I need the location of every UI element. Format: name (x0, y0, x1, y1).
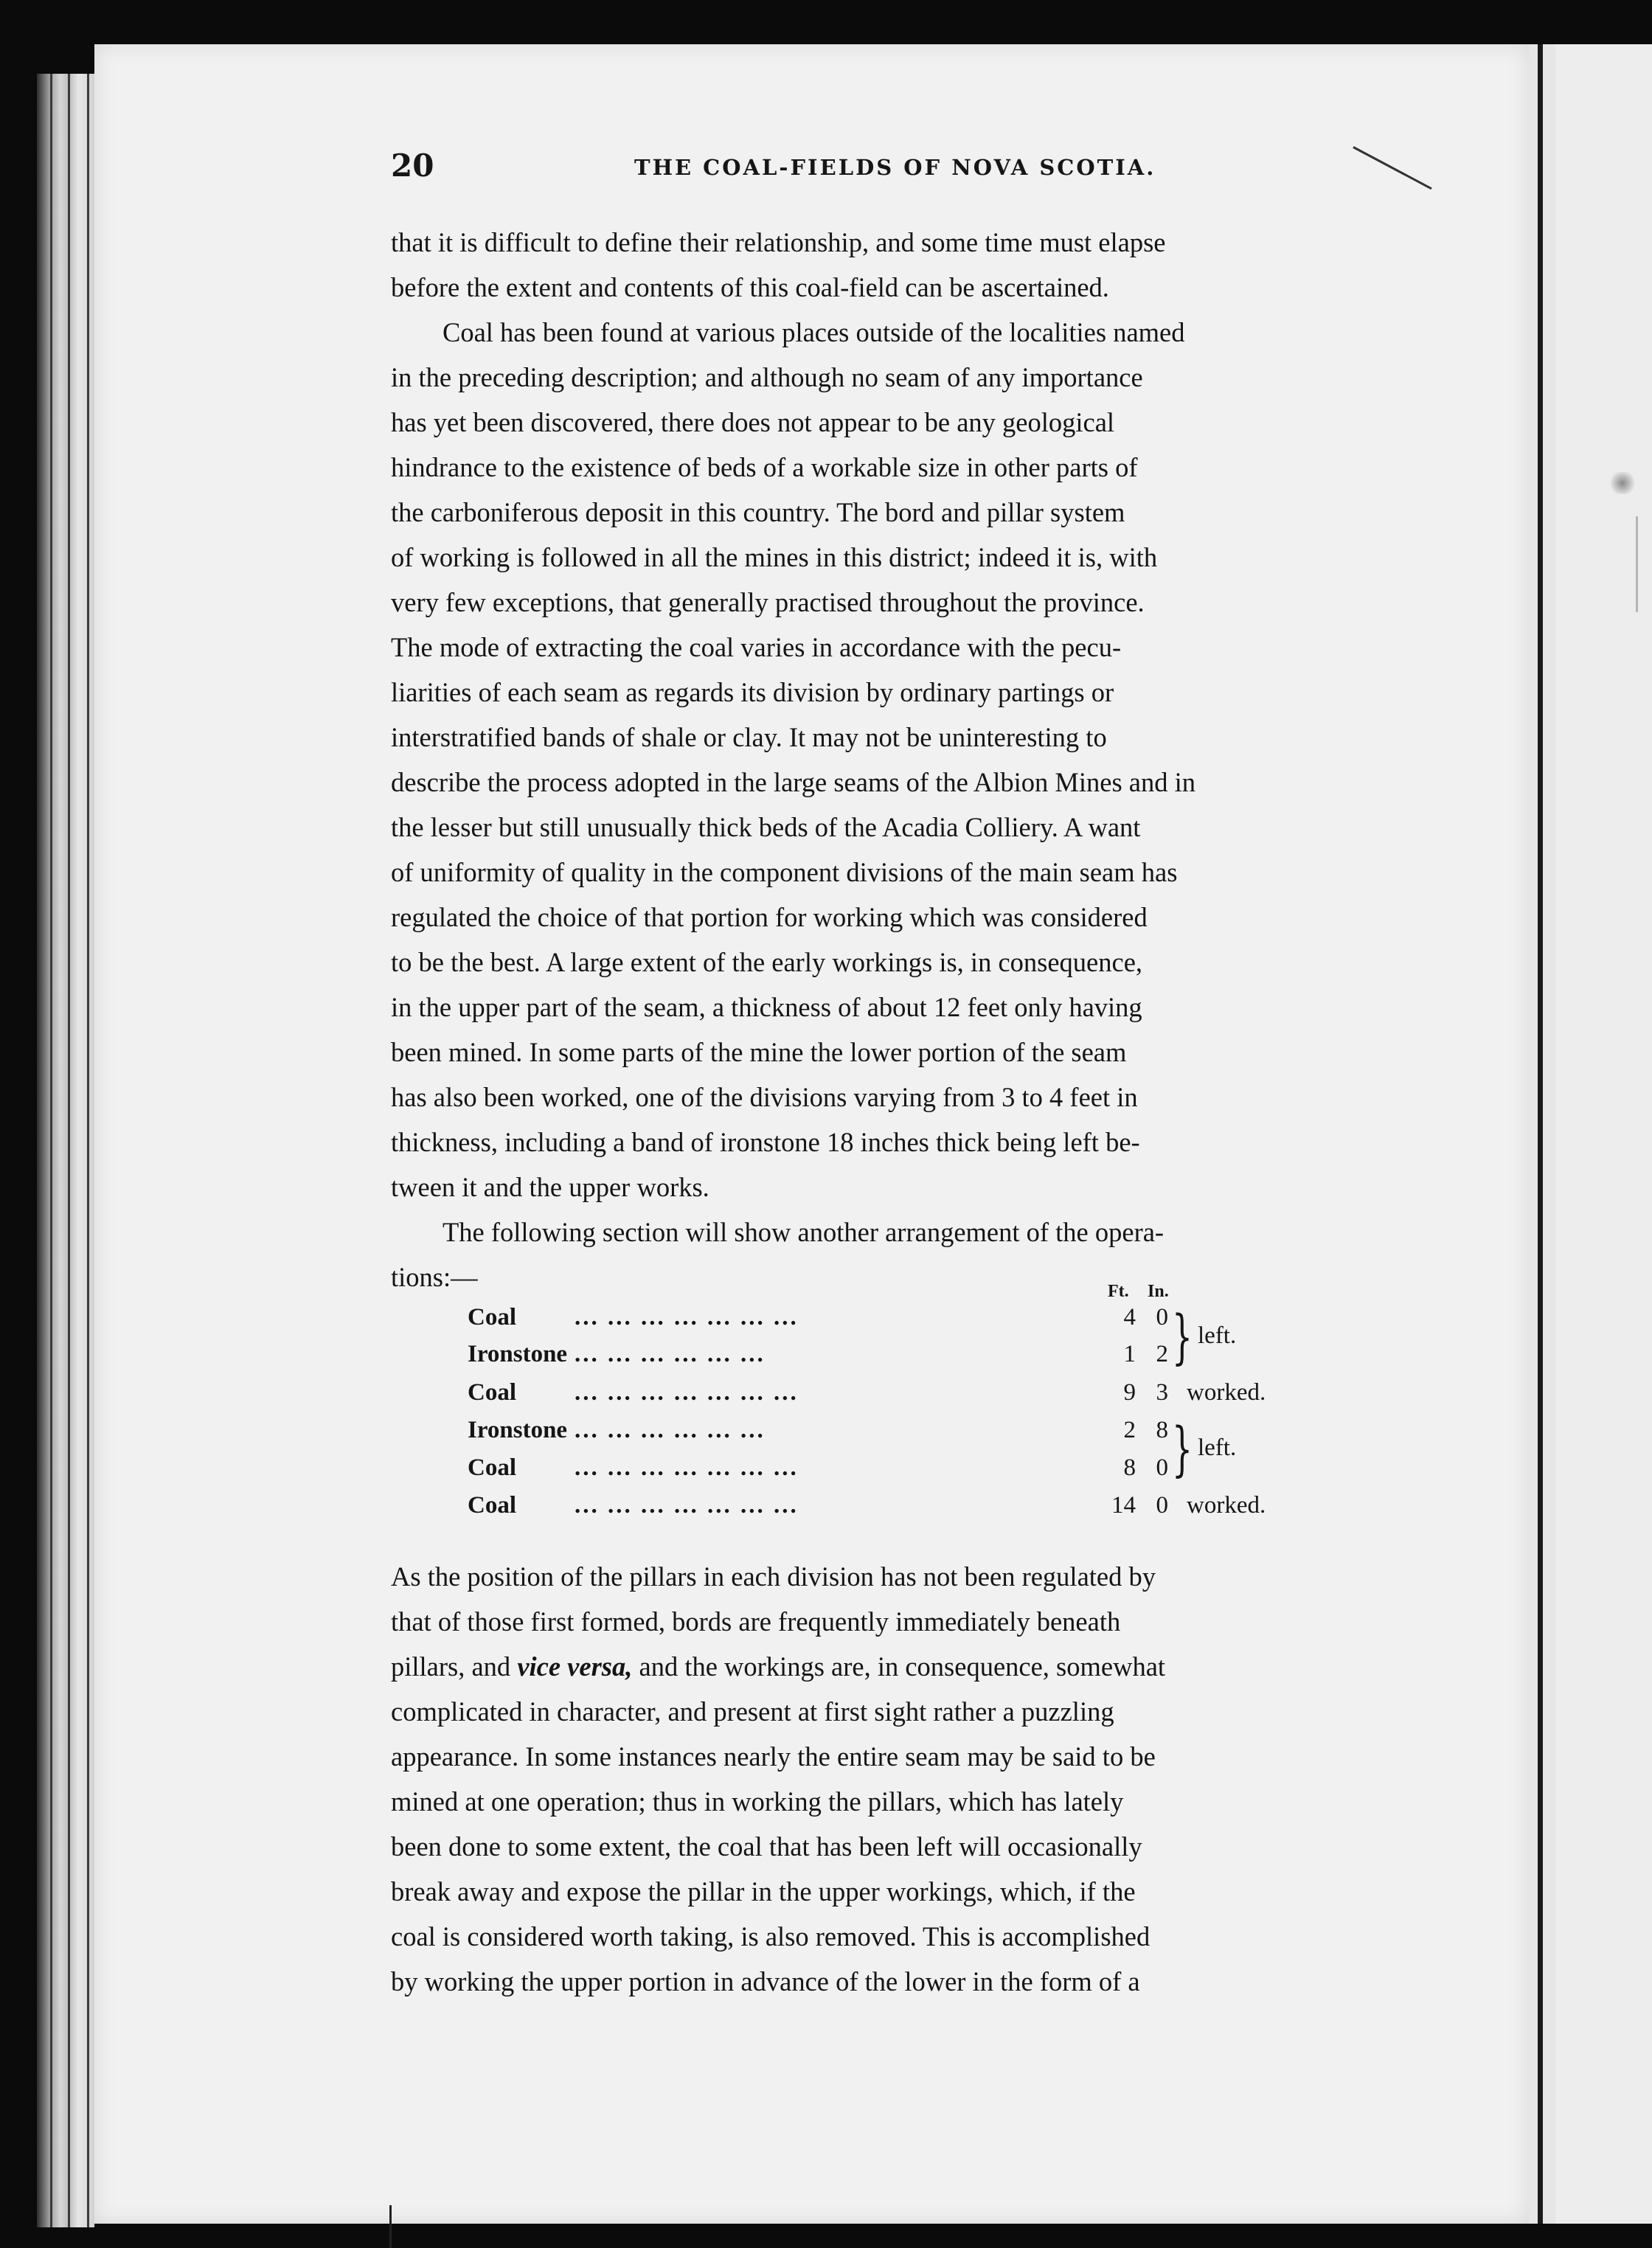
text-line: been done to some extent, the coal that has been left will occasionally (391, 1831, 1142, 1862)
stratum-name: Coal (468, 1379, 516, 1406)
page-edge-line (68, 74, 70, 2227)
ink-stain-line (1636, 516, 1638, 612)
text-line: has yet been discovered, there does not appear to be any geological (391, 407, 1115, 437)
thickness-inches: 0 (1156, 1492, 1168, 1519)
working-note: worked. (1187, 1492, 1266, 1519)
leader-dots: ... ... ... ... ... ... ... (575, 1492, 799, 1519)
text-line: appearance. In some instances nearly the entire seam may be said to be (391, 1741, 1156, 1772)
leader-dots: ... ... ... ... ... ... (575, 1341, 766, 1367)
ink-stain (1608, 472, 1637, 494)
thickness-inches: 2 (1156, 1341, 1168, 1367)
stratum-name: Coal (468, 1304, 516, 1331)
paragraph-2 (391, 310, 1372, 1210)
text-line: to be the best. A large extent of the early workings is, in consequence, (391, 947, 1143, 977)
text-line: break away and expose the pillar in the upper workings, which, if the (391, 1876, 1136, 1907)
stratum-name: Ironstone (468, 1341, 568, 1367)
text-line: been mined. In some parts of the mine the lower portion of the seam (391, 1037, 1127, 1067)
text-line: very few exceptions, that generally practised throughout the province. (391, 587, 1145, 617)
text-line: in the upper part of the seam, a thickness of about 12 feet only having (391, 992, 1142, 1022)
page-header (391, 148, 1364, 184)
body-text-lower (391, 1554, 1372, 2004)
page-number: 20 (391, 148, 434, 184)
section-row (468, 1492, 1316, 1529)
paragraph-1 (391, 220, 1372, 310)
text-line: in the preceding description; and although no seam of any importance (391, 362, 1143, 392)
thickness-feet: 14 (1111, 1492, 1136, 1519)
text-line: The following section will show another arrangement of the opera- (442, 1217, 1165, 1247)
leader-dots: ... ... ... ... ... ... ... (575, 1304, 799, 1331)
text-segment: pillars, and (391, 1651, 518, 1682)
right-brace: } (1172, 1302, 1193, 1371)
column-header-inches: In. (1148, 1282, 1169, 1301)
thickness-feet: 4 (1123, 1304, 1136, 1331)
thickness-feet: 9 (1123, 1379, 1136, 1406)
body-text-upper (391, 220, 1372, 1300)
section-row (468, 1379, 1316, 1416)
bottom-mark (389, 2205, 392, 2248)
brace-note: left. (1198, 1322, 1237, 1349)
text-line: by working the upper portion in advance of the lower in the form of a (391, 1966, 1140, 1997)
thickness-feet: 8 (1123, 1454, 1136, 1481)
text-line: mined at one operation; thus in working the pillars, which has lately (391, 1786, 1124, 1817)
leader-dots: ... ... ... ... ... ... ... (575, 1454, 799, 1481)
gutter-shadow (1538, 44, 1543, 2224)
thickness-inches: 8 (1156, 1417, 1168, 1443)
bottom-frame (94, 2224, 1529, 2248)
text-line: thickness, including a band of ironstone 18 inches thick being left be- (391, 1127, 1140, 1157)
text-line: of working is followed in all the mines in this district; indeed it is, with (391, 542, 1158, 572)
stratum-name: Coal (468, 1492, 516, 1519)
text-line: describe the process adopted in the large seams of the Albion Mines and in (391, 767, 1196, 797)
leader-dots: ... ... ... ... ... ... (575, 1417, 766, 1443)
running-title: THE COAL-FIELDS OF NOVA SCOTIA. (634, 155, 1156, 180)
text-line: complicated in character, and present at first sight rather a puzzling (391, 1696, 1114, 1727)
text-line (391, 1644, 1372, 1689)
text-line: before the extent and contents of this coal-field can be ascertained. (391, 272, 1109, 302)
leader-dots: ... ... ... ... ... ... ... (575, 1379, 799, 1406)
paragraph-4 (391, 1554, 1372, 2004)
thickness-feet: 1 (1123, 1341, 1136, 1367)
text-line: As the position of the pillars in each division has not been regulated by (391, 1561, 1156, 1592)
text-line: the carboniferous deposit in this country. The bord and pillar system (391, 497, 1125, 527)
opposite-page (1555, 44, 1652, 2224)
thickness-inches: 3 (1156, 1379, 1168, 1406)
text-line: that it is difficult to define their relationship, and some time must elapse (391, 227, 1166, 257)
text-line: regulated the choice of that portion for working which was considered (391, 902, 1148, 932)
text-line: of uniformity of quality in the component divisions of the main seam has (391, 857, 1178, 887)
text-line: Coal has been found at various places outside of the localities named (442, 317, 1185, 347)
stratum-name: Ironstone (468, 1417, 568, 1443)
coal-section-table (468, 1282, 1316, 1525)
working-note: worked. (1187, 1379, 1266, 1406)
column-header-feet: Ft. (1108, 1282, 1129, 1301)
text-line: coal is considered worth taking, is also removed. This is accomplished (391, 1921, 1150, 1952)
text-segment: and the workings are, in consequence, somewhat (632, 1651, 1166, 1682)
stratum-name: Coal (468, 1454, 516, 1481)
italic-phrase: vice versa, (517, 1651, 633, 1682)
text-line: hindrance to the existence of beds of a workable size in other parts of (391, 452, 1138, 482)
text-line: The mode of extracting the coal varies in accordance with the pecu- (391, 632, 1122, 662)
thickness-inches: 0 (1156, 1454, 1168, 1481)
thickness-feet: 2 (1123, 1417, 1136, 1443)
thickness-inches: 0 (1156, 1304, 1168, 1331)
text-line: that of those first formed, bords are frequently immediately beneath (391, 1606, 1121, 1637)
text-line: liarities of each seam as regards its division by ordinary partings or (391, 677, 1114, 707)
text-line: the lesser but still unusually thick beds of the Acadia Colliery. A want (391, 812, 1141, 842)
brace-note: left. (1198, 1435, 1237, 1461)
page-edge-line (50, 74, 52, 2227)
text-line: has also been worked, one of the divisions varying from 3 to 4 feet in (391, 1082, 1138, 1112)
text-line: interstratified bands of shale or clay. It may not be uninteresting to (391, 722, 1107, 752)
text-line: tween it and the upper works. (391, 1172, 709, 1202)
page-edge-line (87, 74, 89, 2227)
text-line: tions:— (391, 1262, 478, 1292)
right-brace: } (1172, 1415, 1193, 1483)
